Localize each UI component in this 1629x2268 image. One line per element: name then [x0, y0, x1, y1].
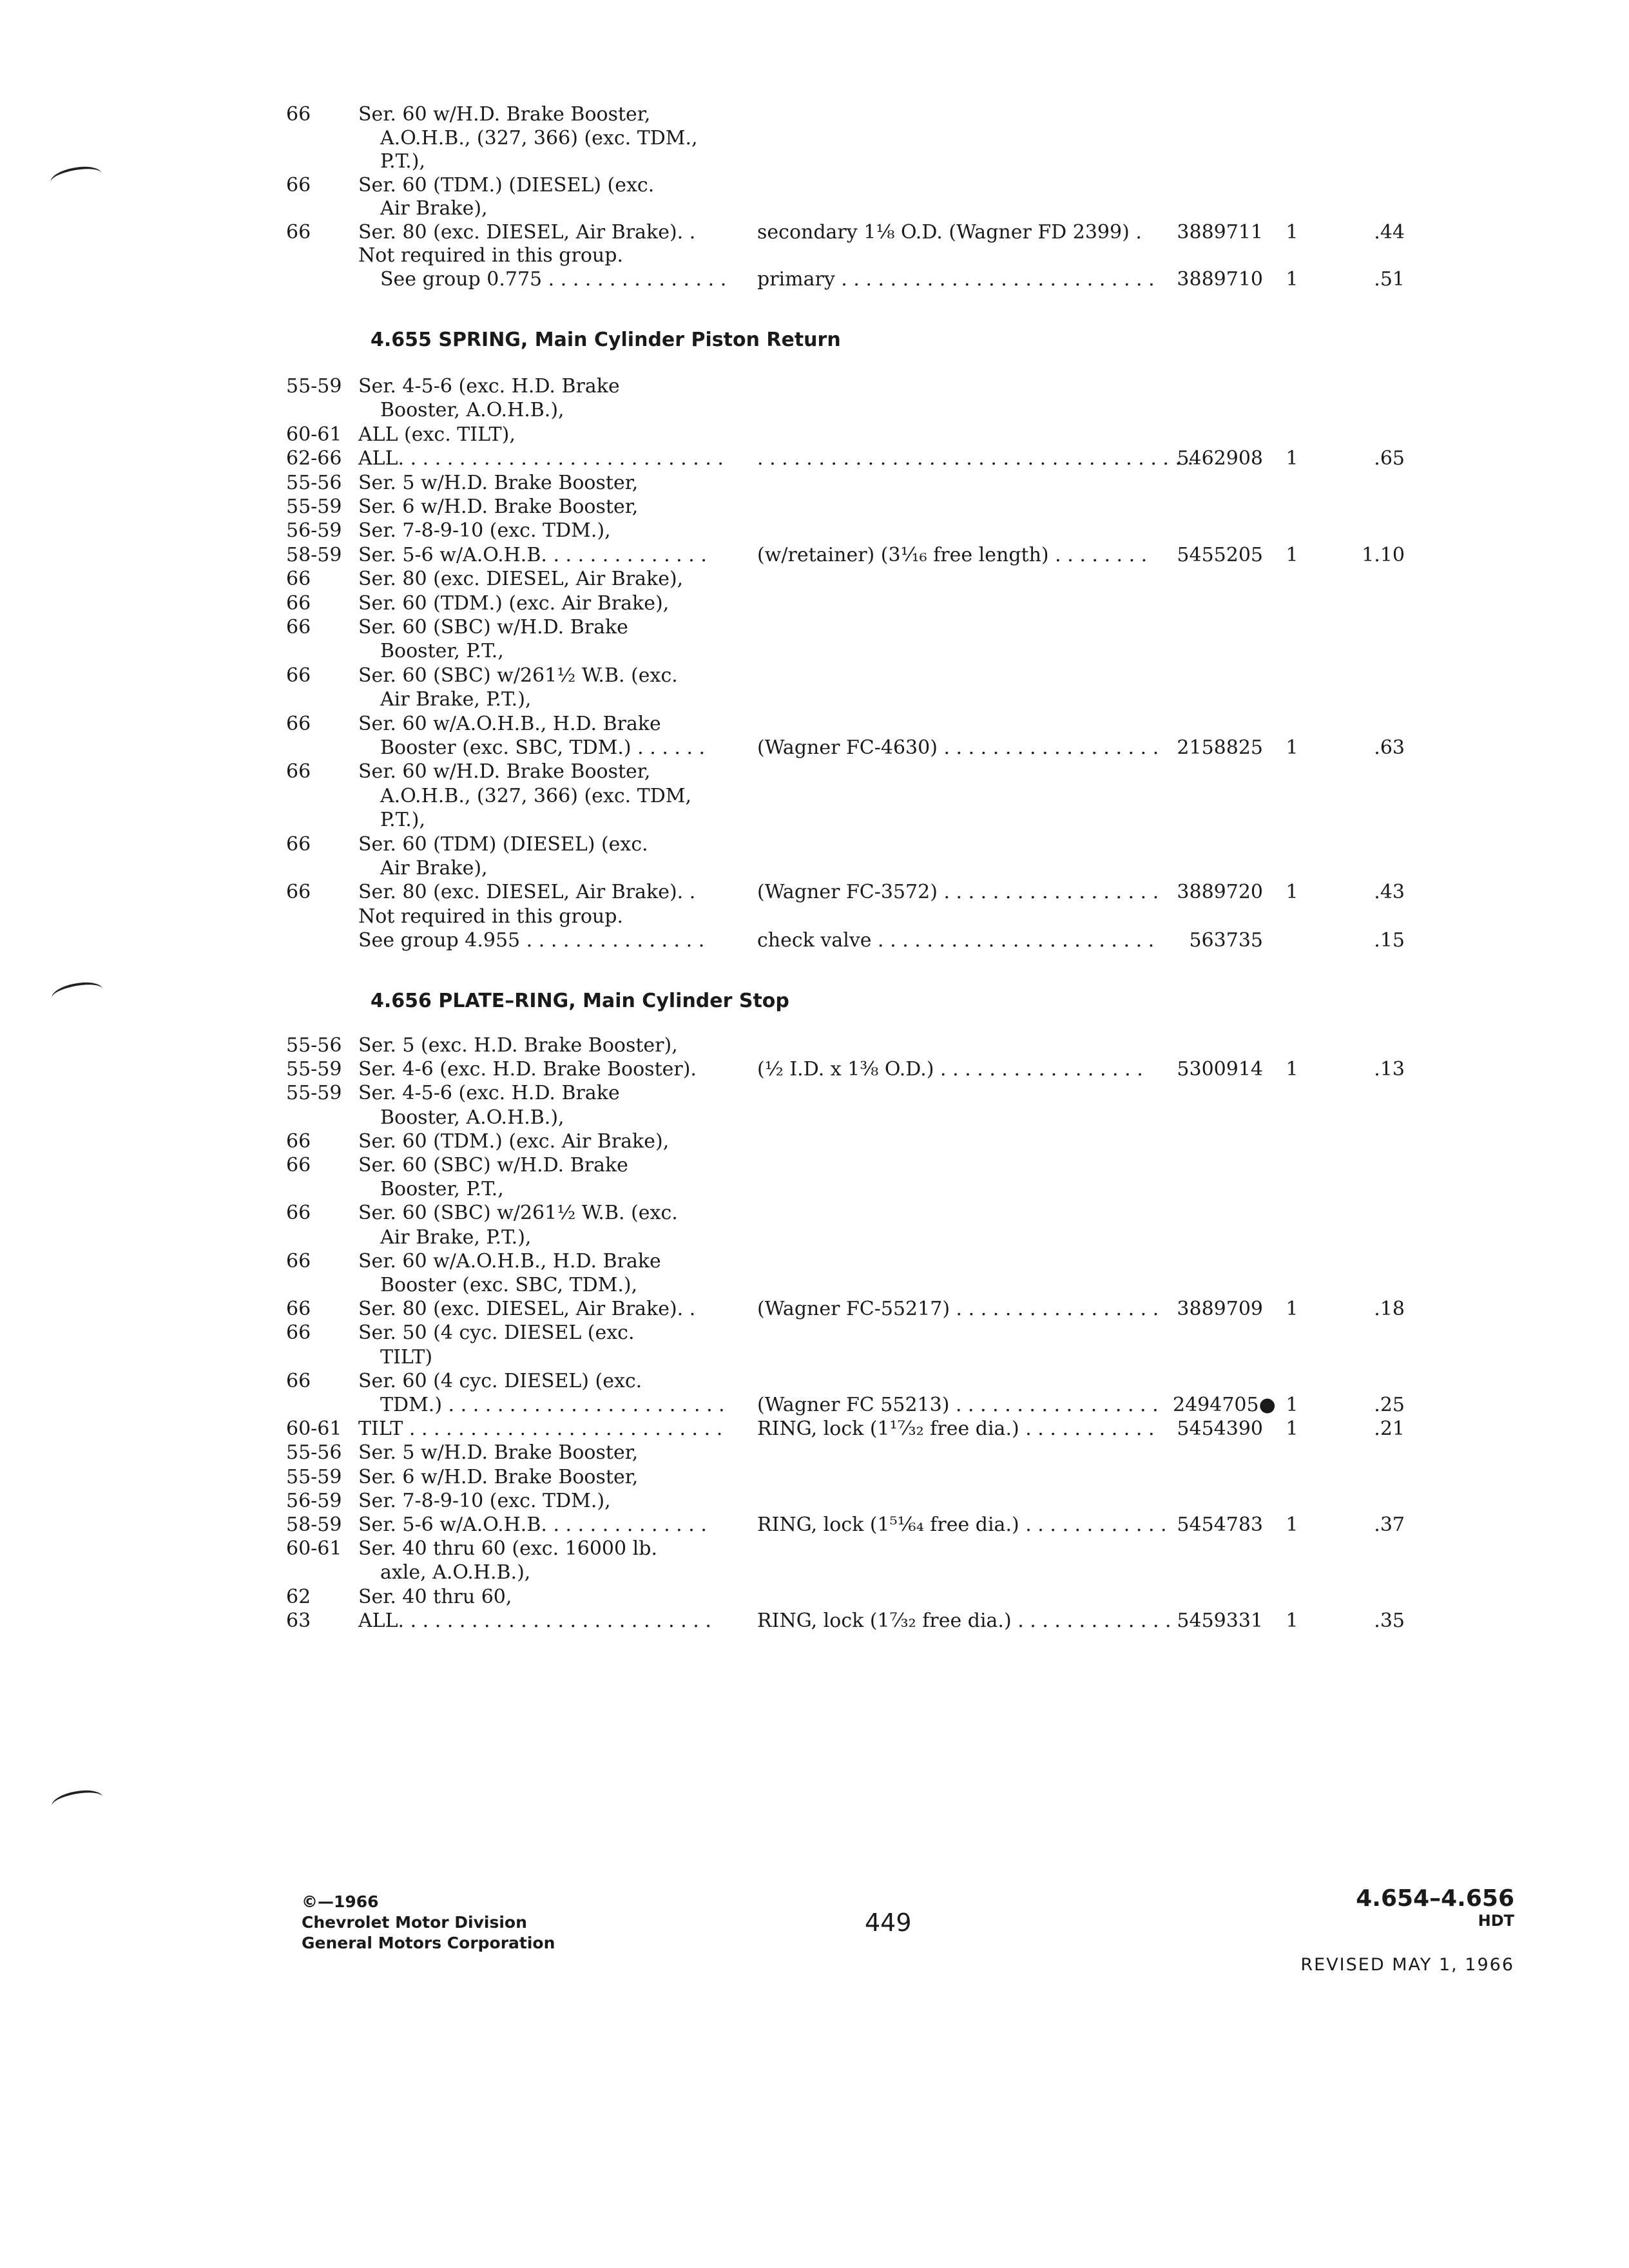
- part-description: check valve . . . . . . . . . . . . . . . . . . . . . . .: [757, 929, 1155, 952]
- part-description: (Wagner FC 55213) . . . . . . . . . . . . . . . . .: [757, 1394, 1159, 1416]
- model-description: P.T.),: [380, 150, 426, 173]
- model-description: Ser. 60 w/H.D. Brake Booster,: [358, 760, 651, 783]
- section-heading-4-655: 4.655 SPRING, Main Cylinder Piston Return: [371, 329, 841, 351]
- year-range: 66: [286, 832, 311, 856]
- quantity: 1: [1286, 1058, 1298, 1081]
- quantity: 1: [1286, 447, 1298, 470]
- model-description: Ser. 60 w/A.O.H.B., H.D. Brake: [358, 1249, 661, 1273]
- section-range: 4.654–4.656: [1356, 1885, 1514, 1912]
- model-description: Ser. 80 (exc. DIESEL, Air Brake),: [358, 568, 684, 591]
- model-description: Ser. 60 (SBC) w/H.D. Brake: [358, 1154, 628, 1177]
- part-number: 5459331: [1177, 1609, 1263, 1632]
- model-description: Ser. 4-5-6 (exc. H.D. Brake: [358, 1082, 620, 1105]
- model-description: ALL (exc. TILT),: [358, 423, 516, 446]
- model-description: Booster, A.O.H.B.),: [380, 399, 564, 422]
- price: .35: [1374, 1609, 1405, 1632]
- model-description: Ser. 60 (SBC) w/H.D. Brake: [358, 616, 628, 639]
- model-description: Ser. 5-6 w/A.O.H.B. . . . . . . . . . . . . .: [358, 543, 707, 566]
- quantity: 1: [1286, 1394, 1298, 1416]
- model-description: Ser. 6 w/H.D. Brake Booster,: [358, 1465, 639, 1488]
- model-description: Ser. 5 (exc. H.D. Brake Booster),: [358, 1034, 678, 1057]
- year-range: 66: [286, 568, 311, 591]
- model-description: Booster (exc. SBC, TDM.),: [380, 1274, 638, 1296]
- model-description: Ser. 60 (TDM.) (DIESEL) (exc.: [358, 173, 655, 197]
- section-label: [1356, 1885, 1514, 1930]
- model-description: Air Brake, P.T.),: [380, 688, 532, 711]
- year-range: 60-61: [286, 423, 342, 446]
- model-description: Ser. 5-6 w/A.O.H.B. . . . . . . . . . . . . .: [358, 1514, 707, 1536]
- year-range: 66: [286, 881, 311, 904]
- model-description: ALL. . . . . . . . . . . . . . . . . . . . . . . . . .: [358, 1609, 711, 1632]
- part-description: (½ I.D. x 1⅜ O.D.) . . . . . . . . . . . . . . . . .: [757, 1058, 1143, 1081]
- price: 1.10: [1362, 543, 1405, 566]
- model-description: Ser. 5 w/H.D. Brake Booster,: [358, 1441, 639, 1465]
- quantity: 1: [1286, 1514, 1298, 1536]
- copyright: ©—1966: [302, 1892, 379, 1911]
- part-description: (w/retainer) (3⅟₁₆ free length) . . . . . . . .: [757, 543, 1148, 566]
- page-number: 449: [865, 1908, 912, 1937]
- part-description: RING, lock (1⁷⁄₃₂ free dia.) . . . . . . . . . . . . .: [757, 1609, 1171, 1632]
- price: .37: [1374, 1514, 1405, 1536]
- quantity: 1: [1286, 220, 1298, 244]
- year-range: 66: [286, 712, 311, 735]
- model-description: Ser. 50 (4 cyc. DIESEL (exc.: [358, 1321, 635, 1345]
- year-range: 66: [286, 173, 311, 197]
- year-range: 66: [286, 1298, 311, 1321]
- part-description: . . . . . . . . . . . . . . . . . . . . . . . . . . . . . . . . . . . .: [757, 447, 1194, 470]
- model-description: TILT . . . . . . . . . . . . . . . . . . . . . . . . . .: [358, 1418, 723, 1441]
- part-number: 2494705●: [1173, 1394, 1276, 1416]
- year-range: 55-56: [286, 1441, 342, 1465]
- year-range: 66: [286, 664, 311, 687]
- year-range: 66: [286, 1369, 311, 1392]
- catalog-code: HDT: [1478, 1912, 1514, 1930]
- quantity: 1: [1286, 1418, 1298, 1441]
- price: .63: [1374, 736, 1405, 759]
- model-description: Ser. 80 (exc. DIESEL, Air Brake). .: [358, 220, 696, 244]
- year-range: 60-61: [286, 1418, 342, 1441]
- quantity: 1: [1286, 881, 1298, 904]
- publisher-block: [302, 1892, 555, 1954]
- quantity: 1: [1286, 1298, 1298, 1321]
- model-description: Booster (exc. SBC, TDM.) . . . . . .: [380, 736, 706, 759]
- part-description: secondary 1⅛ O.D. (Wagner FD 2399) .: [757, 220, 1142, 244]
- year-range: 58-59: [286, 543, 342, 566]
- model-description: Ser. 60 (SBC) w/261½ W.B. (exc.: [358, 664, 678, 687]
- model-description: A.O.H.B., (327, 366) (exc. TDM.,: [380, 126, 698, 149]
- model-description: Ser. 60 (TDM.) (exc. Air Brake),: [358, 1129, 670, 1153]
- year-range: 66: [286, 1249, 311, 1273]
- part-number: 5454390: [1177, 1418, 1263, 1441]
- model-description: Not required in this group.: [358, 244, 623, 267]
- model-description: Ser. 60 (TDM) (DIESEL) (exc.: [358, 832, 648, 856]
- part-description: RING, lock (1¹⁷⁄₃₂ free dia.) . . . . . . . . . . .: [757, 1418, 1155, 1441]
- year-range: 58-59: [286, 1514, 342, 1536]
- part-number: 3889710: [1177, 267, 1263, 291]
- part-number: 563735: [1189, 929, 1263, 952]
- model-description: Ser. 60 (4 cyc. DIESEL) (exc.: [358, 1369, 642, 1392]
- year-range: 66: [286, 760, 311, 783]
- year-range: 55-59: [286, 1465, 342, 1488]
- part-number: 3889711: [1177, 220, 1263, 244]
- model-description: Ser. 60 w/A.O.H.B., H.D. Brake: [358, 712, 661, 735]
- model-description: Ser. 60 (TDM.) (exc. Air Brake),: [358, 591, 670, 615]
- price: .13: [1374, 1058, 1405, 1081]
- part-description: (Wagner FC-3572) . . . . . . . . . . . . . . . . . .: [757, 881, 1159, 904]
- model-description: ALL. . . . . . . . . . . . . . . . . . . . . . . . . . .: [358, 447, 724, 470]
- model-description: Air Brake, P.T.),: [380, 1225, 532, 1249]
- part-number: 3889709: [1177, 1298, 1263, 1321]
- price: .25: [1374, 1394, 1405, 1416]
- quantity: 1: [1286, 1609, 1298, 1632]
- model-description: Booster, P.T.,: [380, 1178, 504, 1201]
- year-range: 55-59: [286, 1058, 342, 1081]
- model-description: Ser. 6 w/H.D. Brake Booster,: [358, 495, 639, 518]
- binder-hole-mark: [49, 163, 103, 192]
- model-description: Air Brake),: [380, 197, 488, 220]
- year-range: 56-59: [286, 519, 342, 543]
- year-range: 55-56: [286, 471, 342, 494]
- model-description: A.O.H.B., (327, 366) (exc. TDM,: [380, 784, 692, 807]
- part-number: 3889720: [1177, 881, 1263, 904]
- price: .51: [1374, 267, 1405, 291]
- part-description: (Wagner FC-4630) . . . . . . . . . . . . . . . . . .: [757, 736, 1159, 759]
- model-description: Ser. 40 thru 60 (exc. 16000 lb.: [358, 1537, 657, 1561]
- part-description: primary . . . . . . . . . . . . . . . . . . . . . . . . . .: [757, 267, 1155, 291]
- model-description: Ser. 60 (SBC) w/261½ W.B. (exc.: [358, 1202, 678, 1225]
- model-description: See group 0.775 . . . . . . . . . . . . . . .: [380, 267, 727, 291]
- model-description: Ser. 7-8-9-10 (exc. TDM.),: [358, 1489, 611, 1512]
- year-range: 66: [286, 616, 311, 639]
- year-range: 55-59: [286, 1082, 342, 1105]
- model-description: TILT): [380, 1345, 433, 1369]
- part-number: 5455205: [1177, 543, 1263, 566]
- price: .21: [1374, 1418, 1405, 1441]
- model-description: Not required in this group.: [358, 905, 623, 928]
- price: .44: [1374, 220, 1405, 244]
- model-description: Ser. 7-8-9-10 (exc. TDM.),: [358, 519, 611, 543]
- year-range: 66: [286, 1154, 311, 1177]
- year-range: 66: [286, 1129, 311, 1153]
- year-range: 55-59: [286, 495, 342, 518]
- price: .15: [1374, 929, 1405, 952]
- model-description: Ser. 5 w/H.D. Brake Booster,: [358, 471, 639, 494]
- quantity: 1: [1286, 543, 1298, 566]
- year-range: 62: [286, 1585, 311, 1608]
- year-range: 66: [286, 220, 311, 244]
- model-description: Ser. 40 thru 60,: [358, 1585, 512, 1608]
- section-heading-4-656: 4.656 PLATE–RING, Main Cylinder Stop: [371, 990, 789, 1012]
- revised-date: REVISED MAY 1, 1966: [1300, 1955, 1514, 1975]
- binder-hole-mark: [50, 1787, 104, 1816]
- year-range: 55-56: [286, 1034, 342, 1057]
- price: .65: [1374, 447, 1405, 470]
- part-number: 5454783: [1177, 1514, 1263, 1536]
- model-description: axle, A.O.H.B.),: [380, 1561, 531, 1584]
- corporation: General Motors Corporation: [302, 1934, 555, 1952]
- part-number: 5462908: [1177, 447, 1263, 470]
- model-description: Ser. 60 w/H.D. Brake Booster,: [358, 103, 651, 126]
- model-description: Air Brake),: [380, 857, 488, 879]
- year-range: 66: [286, 1202, 311, 1225]
- year-range: 63: [286, 1609, 311, 1632]
- year-range: 56-59: [286, 1489, 342, 1512]
- year-range: 55-59: [286, 375, 342, 398]
- division: Chevrolet Motor Division: [302, 1913, 527, 1932]
- quantity: 1: [1286, 267, 1298, 291]
- part-description: RING, lock (1⁵¹⁄₆₄ free dia.) . . . . . . . . . . . .: [757, 1514, 1167, 1536]
- year-range: 66: [286, 103, 311, 126]
- binder-hole-mark: [50, 979, 104, 1008]
- model-description: Booster, A.O.H.B.),: [380, 1106, 564, 1129]
- model-description: TDM.) . . . . . . . . . . . . . . . . . . . . . . .: [380, 1394, 725, 1416]
- model-description: Ser. 4-5-6 (exc. H.D. Brake: [358, 375, 620, 398]
- model-description: Ser. 4-6 (exc. H.D. Brake Booster).: [358, 1058, 697, 1081]
- price: .43: [1374, 881, 1405, 904]
- price: .18: [1374, 1298, 1405, 1321]
- year-range: 62-66: [286, 447, 342, 470]
- model-description: Ser. 80 (exc. DIESEL, Air Brake). .: [358, 1298, 696, 1321]
- model-description: Booster, P.T.,: [380, 640, 504, 663]
- model-description: Ser. 80 (exc. DIESEL, Air Brake). .: [358, 881, 696, 904]
- part-description: (Wagner FC-55217) . . . . . . . . . . . . . . . . .: [757, 1298, 1159, 1321]
- year-range: 66: [286, 591, 311, 615]
- year-range: 66: [286, 1321, 311, 1345]
- model-description: P.T.),: [380, 809, 426, 832]
- model-description: See group 4.955 . . . . . . . . . . . . . . .: [358, 929, 705, 952]
- quantity: 1: [1286, 736, 1298, 759]
- part-number: 5300914: [1177, 1058, 1263, 1081]
- year-range: 60-61: [286, 1537, 342, 1561]
- part-number: 2158825: [1177, 736, 1263, 759]
